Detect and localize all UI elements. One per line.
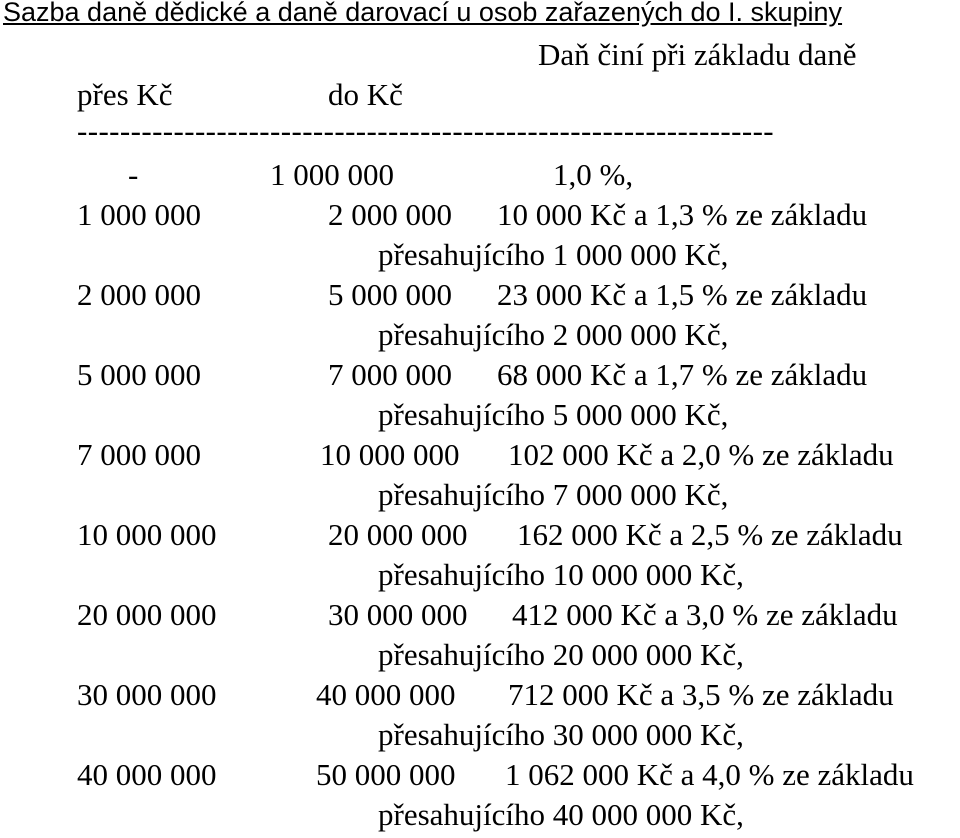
document-title: Sazba daně dědické a daně darovací u osob zařazených do I. skupiny [3, 0, 843, 27]
row-from: 7 000 000 [77, 437, 201, 472]
row-tax: 412 000 Kč a 3,0 % ze základu [512, 597, 898, 632]
row-from: 40 000 000 [77, 757, 217, 792]
row-tax: 712 000 Kč a 3,5 % ze základu [508, 677, 894, 712]
row-to: 7 000 000 [328, 357, 452, 392]
row-to: 30 000 000 [328, 597, 468, 632]
row-continuation: přesahujícího 20 000 000 Kč, [378, 637, 744, 672]
row-continuation: přesahujícího 10 000 000 Kč, [378, 557, 744, 592]
header-to: do Kč [328, 77, 403, 112]
row-to: 2 000 000 [328, 197, 452, 232]
row-to: 5 000 000 [328, 277, 452, 312]
separator-line: ----------------------------------------------------------------- [77, 113, 775, 148]
row-tax: 1 062 000 Kč a 4,0 % ze základu [505, 757, 914, 792]
row-from: 2 000 000 [77, 277, 201, 312]
row-continuation: přesahujícího 5 000 000 Kč, [378, 397, 729, 432]
row-from: 20 000 000 [77, 597, 217, 632]
header-from: přes Kč [77, 77, 173, 112]
row-tax: 1,0 %, [553, 157, 634, 192]
row-from: 1 000 000 [77, 197, 201, 232]
row-from: 5 000 000 [77, 357, 201, 392]
row-continuation: přesahujícího 1 000 000 Kč, [378, 237, 729, 272]
header-tax: Daň činí při základu daně [538, 37, 857, 72]
row-to: 1 000 000 [270, 157, 394, 192]
row-to: 20 000 000 [328, 517, 468, 552]
row-to: 50 000 000 [316, 757, 456, 792]
row-tax: 23 000 Kč a 1,5 % ze základu [497, 277, 868, 312]
row-from: 10 000 000 [77, 517, 217, 552]
row-continuation: přesahujícího 2 000 000 Kč, [378, 317, 729, 352]
row-tax: 68 000 Kč a 1,7 % ze základu [497, 357, 868, 392]
row-to: 40 000 000 [316, 677, 456, 712]
row-from: 30 000 000 [77, 677, 217, 712]
row-continuation: přesahujícího 40 000 000 Kč, [378, 797, 744, 832]
row-continuation: přesahujícího 7 000 000 Kč, [378, 477, 729, 512]
row-tax: 10 000 Kč a 1,3 % ze základu [497, 197, 868, 232]
row-from: - [128, 157, 139, 192]
row-continuation: přesahujícího 30 000 000 Kč, [378, 717, 744, 752]
row-tax: 102 000 Kč a 2,0 % ze základu [508, 437, 894, 472]
row-to: 10 000 000 [320, 437, 460, 472]
row-tax: 162 000 Kč a 2,5 % ze základu [517, 517, 903, 552]
